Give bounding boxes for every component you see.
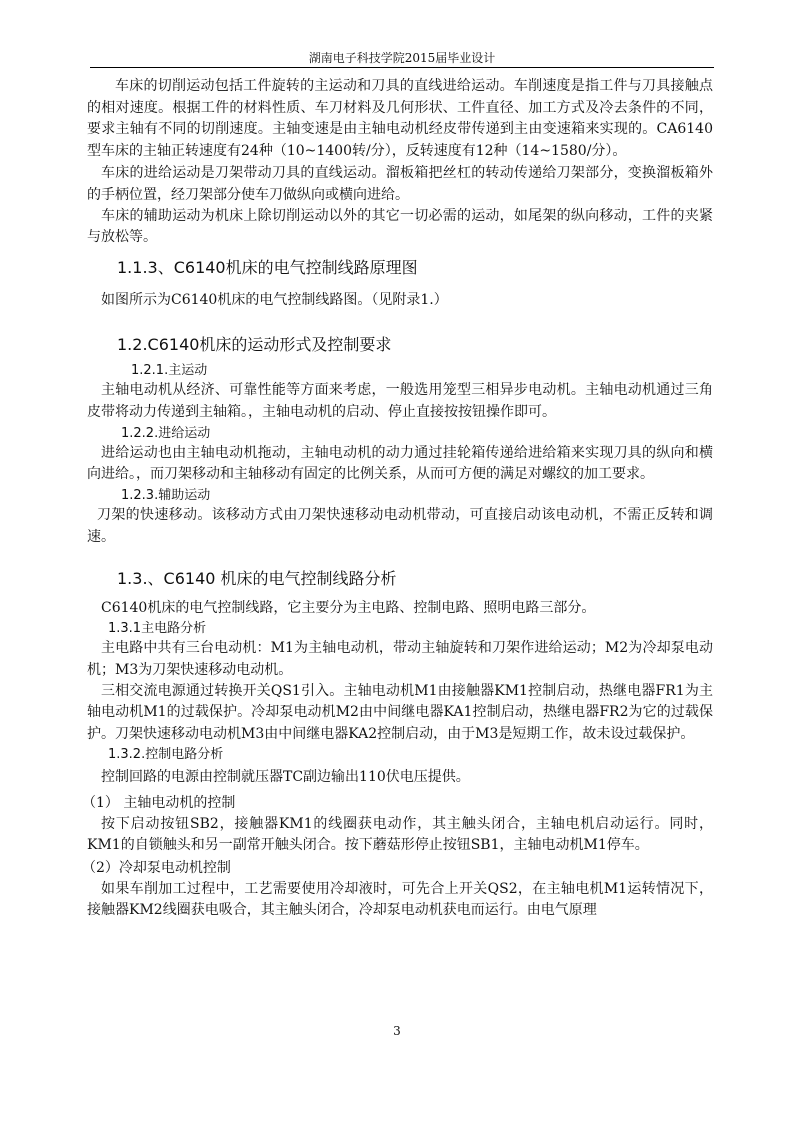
subheading-coolant-pump: （2）冷却泵电动机控制	[82, 859, 231, 876]
heading-1-2-2: 1.2.2.进给运动	[121, 425, 211, 441]
heading-1-3-2: 1.3.2.控制电路分析	[108, 746, 224, 762]
running-header: 湖南电子科技学院2015届毕业设计	[90, 51, 714, 68]
heading-1-2: 1.2.C6140机床的运动形式及控制要求	[117, 335, 392, 355]
paragraph-auxiliary-motion: 车床的辅助运动为机床上除切削运动以外的其它一切必需的运动，如尾架的纵向移动，工件的夹紧与放松等。	[87, 208, 713, 245]
paragraph-cutting-motion: 车床的切削运动包括工件旋转的主运动和刀具的直线进给运动。车削速度是指工件与刀具接触点的相对速度。根据工件的材料性质、车刀材料及几何形状、工件直径、加工方式及冷去条件的不同，要求主轴有不同的切削速度。主轴变速是由主轴电动机经皮带传递到主由变速箱来实现的。CA6140型车床的主轴正转速度有24种（10~1400转/分），反转速度有12种（14~1580/分）。	[87, 78, 713, 159]
paragraph-main-circuit-motors: 主电路中共有三台电动机：M1为主轴电动机，带动主轴旋转和刀架作进给运动；M2为冷却泵电动机；M3为刀架快速移动电动机。	[87, 640, 713, 678]
paragraph-tool-rest: 刀架的快速移动。该移动方式由刀架快速移动电动机带动，可直接启动该电动机，不需正反转和调速。	[87, 507, 713, 545]
heading-1-3: 1.3.、C6140 机床的电气控制线路分析	[117, 569, 397, 589]
heading-1-3-1: 1.3.1主电路分析	[108, 621, 207, 637]
paragraph-main-motion: 主轴电动机从经济、可靠性能等方面来考虑，一般选用笼型三相异步电动机。主轴电动机通过三角皮带将动力传递到主轴箱。，主轴电动机的启动、停止直接按按钮操作即可。	[87, 382, 713, 420]
heading-1-2-1: 1.2.1.主运动	[131, 363, 208, 379]
paragraph-feed-drive: 进给运动也由主轴电动机拖动，主轴电动机的动力通过挂轮箱传递给进给箱来实现刀具的纵向和横向进给。，而刀架移动和主轴移动有固定的比例关系，从而可方便的满足对螺纹的加工要求。	[87, 444, 713, 483]
heading-1-1-3: 1.1.3、C6140机床的电气控制线路原理图	[117, 258, 418, 277]
body-text	[82, 76, 713, 921]
paragraph-circuit-parts: C6140机床的电气控制线路，它主要分为主电路、控制电路、照明电路三部分。	[101, 600, 596, 617]
paragraph-feed-motion: 车床的进给运动是刀架带动刀具的直线运动。溜板箱把丝杠的转动传递给刀架部分，变换溜板箱外的手柄位置，经刀架部分使车刀做纵向或横向进给。	[87, 165, 713, 203]
subheading-spindle-control: （1） 主轴电动机的控制	[82, 795, 236, 812]
paragraph-spindle-control: 按下启动按钮SB2，接触器KM1的线圈获电动作，其主触头闭合，主轴电机启动运行。同时，KM1的自锁触头和另一副常开触头闭合。按下蘑菇形停止按钮SB1，主轴电动机M1停车。	[87, 816, 713, 854]
paragraph-control-supply: 控制回路的电源由控制就压器TC副边输出110伏电压提供。	[101, 768, 470, 785]
paragraph-circuit-diagram: 如图所示为C6140机床的电气控制线路图。（见附录1.）	[101, 292, 448, 308]
page-number: 3	[393, 1024, 401, 1038]
paragraph-coolant-pump: 如果车削加工过程中，工艺需要使用冷却液时，可先合上开关QS2，在主轴电机M1运转情况下，接触器KM2线圈获电吸合，其主触头闭合，冷却泵电动机获电而运行。由电气原理	[87, 880, 713, 919]
paragraph-main-circuit-protection: 三相交流电源通过转换开关QS1引入。主轴电动机M1由接触器KM1控制启动，热继电器FR1为主轴电动机M1的过载保护。冷却泵电动机M2由中间继电器KA1控制启动，热继电器FR2为它的过载保护。刀架快速移动电动机M3由中间继电器KA2控制启动，由于M3是短期工作，故未设过载保护。	[87, 682, 713, 742]
heading-1-2-3: 1.2.3.辅助运动	[121, 488, 211, 504]
